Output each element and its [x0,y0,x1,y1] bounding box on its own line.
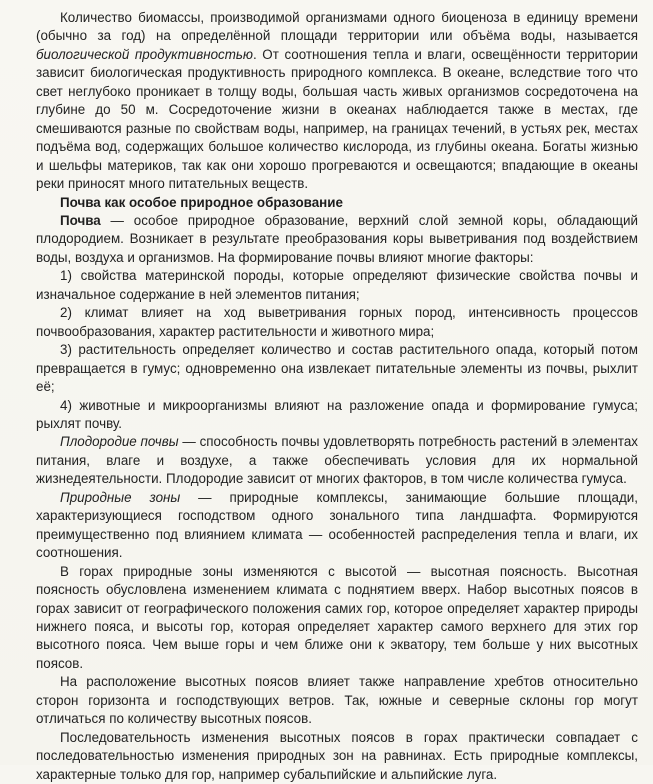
paragraph-ridges: На расположение высотных поясов влияет также направление хребтов относительно сторон горизонта и господствующих ветров. Так, южные и северные склоны гор могут отличаться по количеству высотных поясов. [36,674,638,727]
section-heading: Почва как особое природное образование [60,194,343,210]
paragraph-biomass-text-1: Количество биомассы, производимой организмами одного биоценоза в единицу времени (обычно за год) на определённой площади территории или объёма воды, называется [36,10,638,44]
paragraph-natural-zones-text: — природные комплексы, занимающие большие площади, характеризующиеся господством одного зонального типа ландшафта. Формируются преимущественно под влиянием климата — особенностей распределения тепла и влаги, их соотношения. [36,489,638,561]
factor-item-4: 4) животные и микроорганизмы влияют на разложение опада и формирование гумуса; рыхлят почву. [36,397,638,431]
paragraph-biomass-text-2: . От соотношения тепла и влаги, освещённости территории зависит биологическая продуктивность природного комплекса. В океане, вследствие того что свет неглубоко проникает в толщу воды, большая часть живых организмов сосредоточена на глубине до 50 м. Сосредоточение жизни в океанах наблюдается также в местах, где смешиваются разные по свойствам воды, например, на границах течений, в устьях рек, местах подъёма вод, содержащих большое количество кислорода, из глубины океана. Богаты жизнью и шельфы материков, так как они хорошо прогреваются и освещаются; впадающие в океаны реки приносят много питательных веществ. [36,46,639,192]
paragraph-biomass [36,9,638,194]
term-soil: Почва [60,212,101,228]
term-natural-zones: Природные зоны [60,489,181,505]
paragraph-soil-text: — особое природное образование, верхний слой земной коры, обладающий плодородием. Возникает в результате преобразования коры выветривания под воздействием воды, воздуха и организмов. На формирование почвы влияют многие факторы: [36,212,638,265]
paragraph-soil [36,212,638,267]
paragraph-mountains: В горах природные зоны изменяются с высотой — высотная поясность. Высотная поясность обусловлена изменением климата с поднятием вверх. Набор высотных поясов в горах зависит от географического положения самих гор, которое определяет характер природы нижнего пояса, и высоты гор, которая определяет характер самого верхнего для этих гор высотного пояса. Чем выше горы и чем ближе они к экватору, тем больше у них высотных поясов. [36,563,638,671]
factor-item-2: 2) климат влияет на ход выветривания горных пород, интенсивность процессов почвообразования, характер растительности и животного мира; [36,305,638,339]
paragraph-natural-zones [36,489,638,563]
factor-item-3: 3) растительность определяет количество и состав растительного опада, который потом превращается в гумус; одновременно она извлекает питательные элементы из почвы, рыхлит её; [36,342,638,395]
page-body [36,9,638,784]
paragraph-sequence: Последовательность изменения высотных поясов в горах практически совпадает с последовательностью изменения природных зон на равнинах. Есть природные комплексы, характерные только для гор, например субальпийские и альпийские луга. [36,729,638,782]
term-bio-productivity: биологической продуктивностью [36,46,253,62]
term-fertility: Плодородие почвы [60,434,179,450]
paragraph-fertility [36,433,638,488]
factor-item-1: 1) свойства материнской породы, которые определяют физические свойства почвы и изначальное содержание в ней элементов питания; [36,268,638,302]
paragraph-fertility-text: — способность почвы удовлетворять потребность растений в элементах питания, влаге и воздухе, а также обеспечивать условия для их нормальной жизнедеятельности. Плодородие зависит от многих факторов, в том числе количества гумуса. [36,434,638,487]
